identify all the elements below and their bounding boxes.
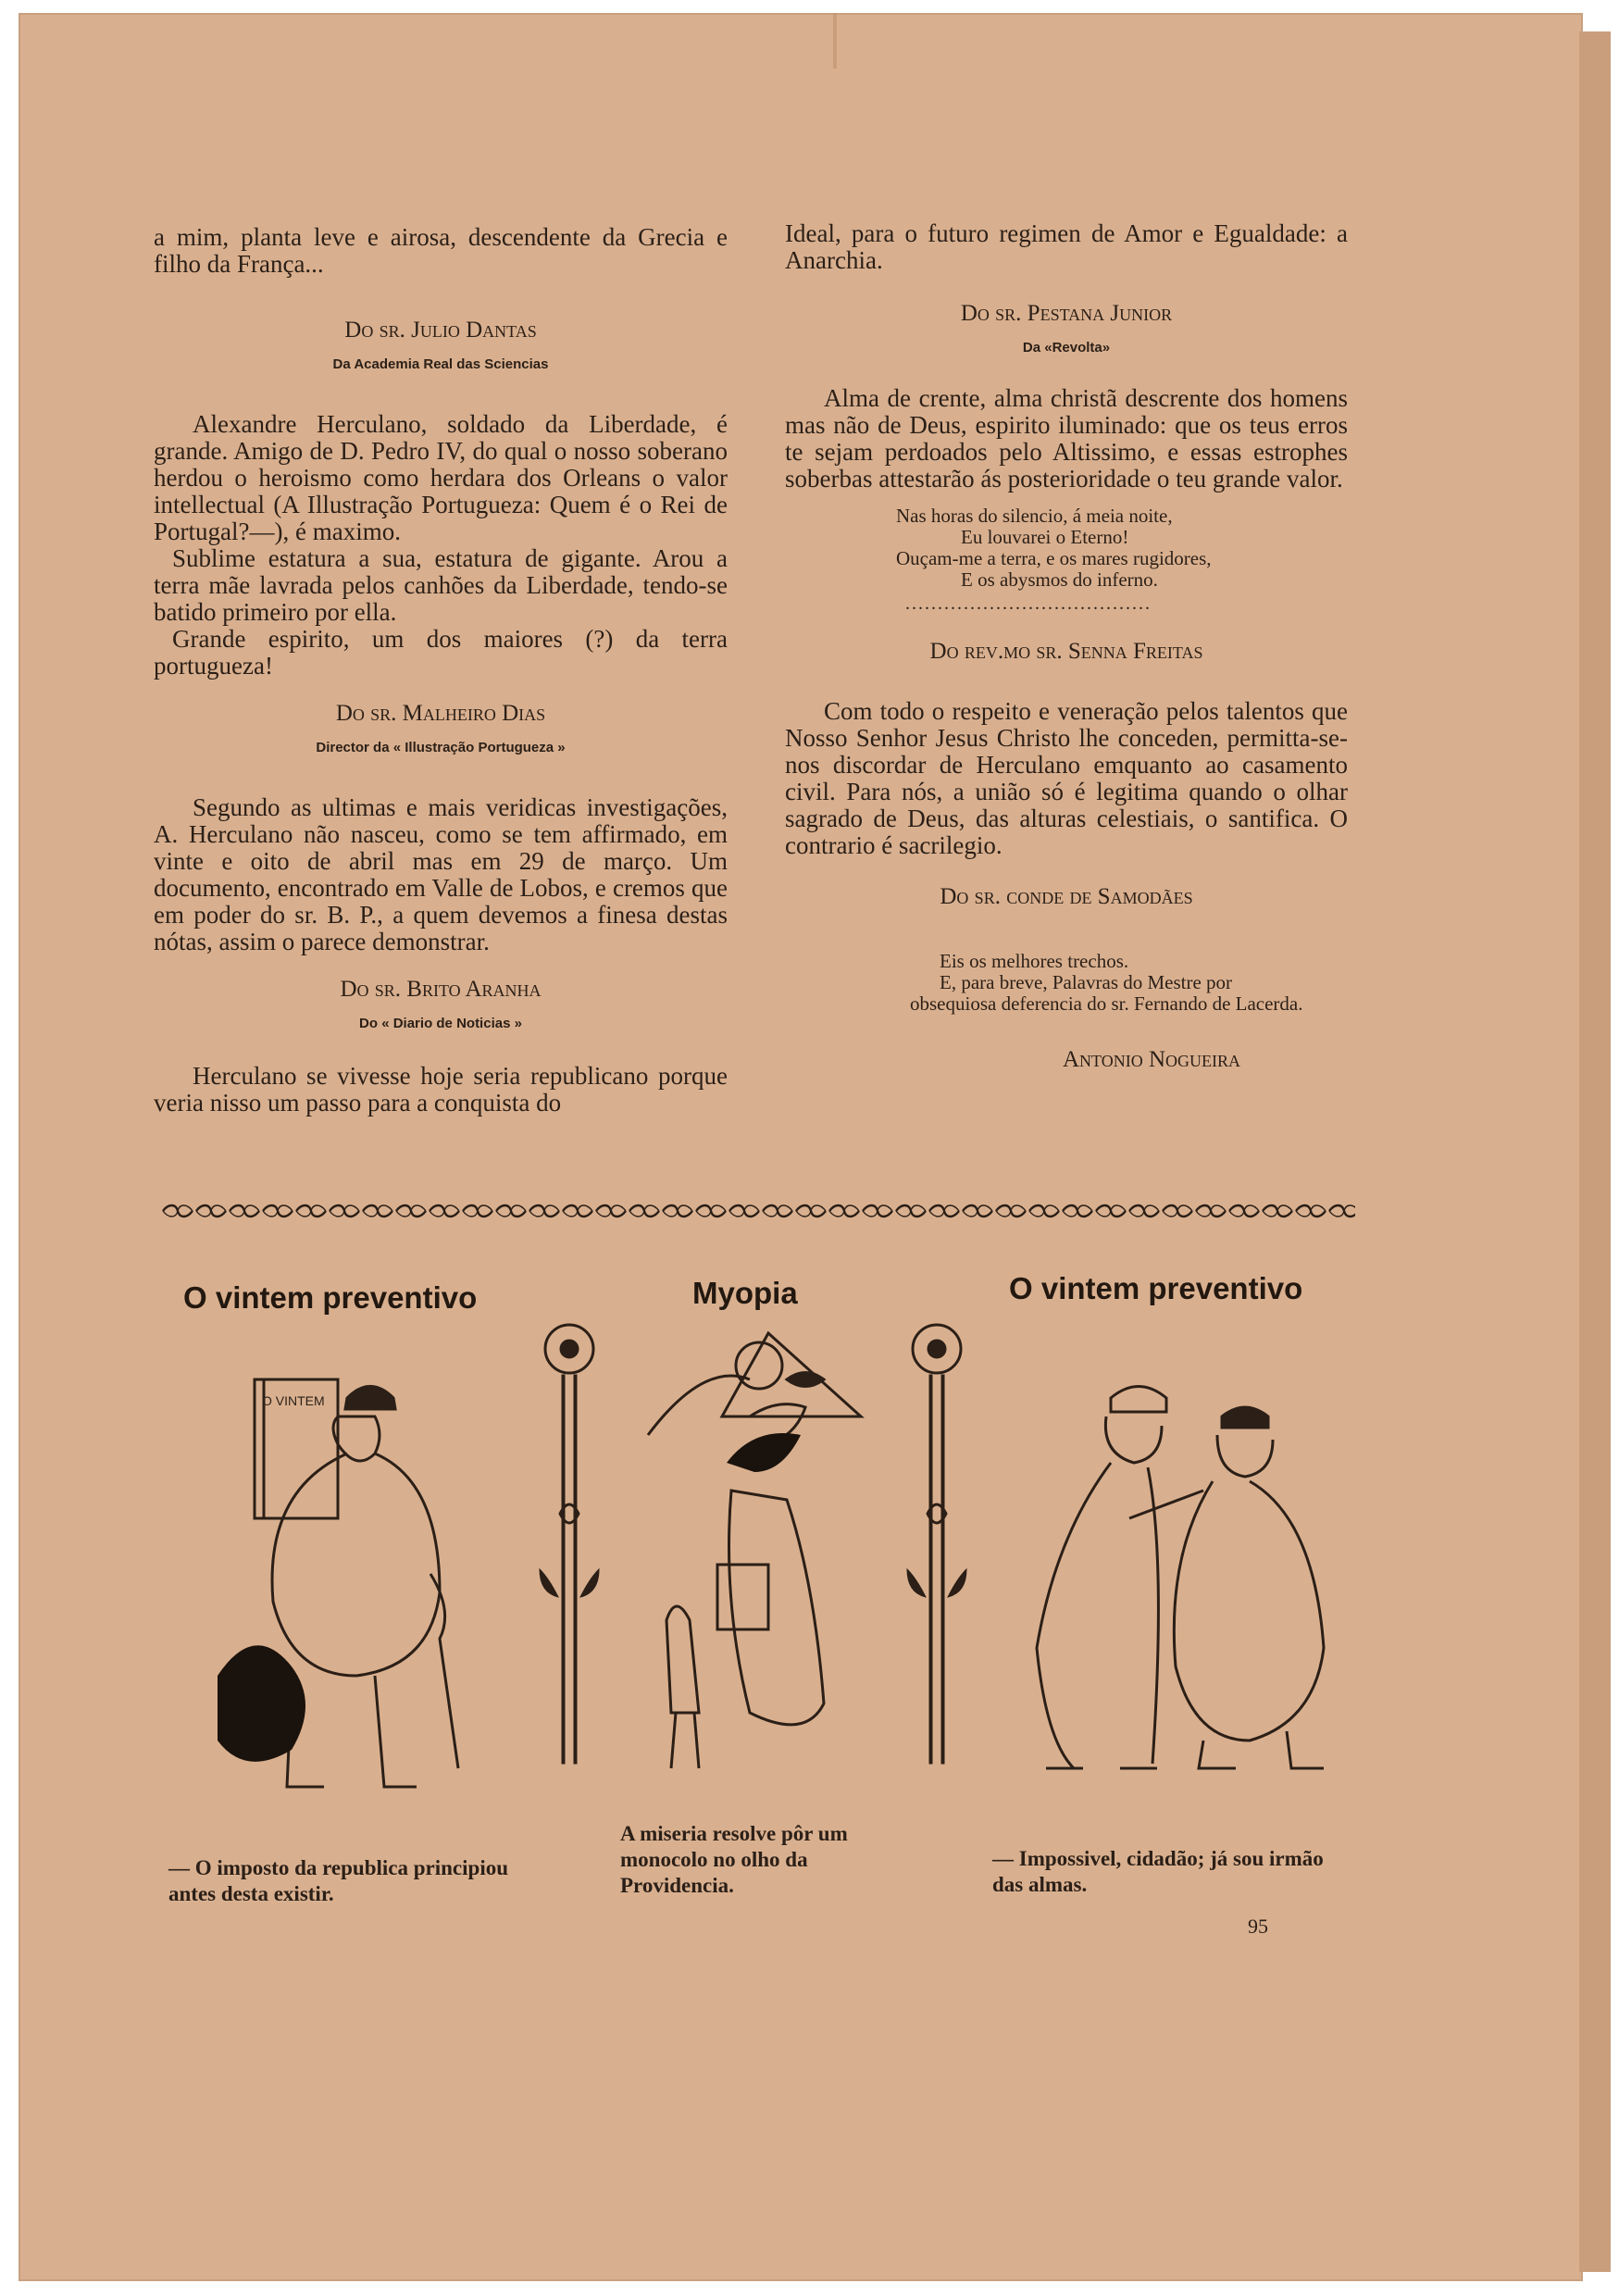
cartoon-fat-man-illustration — [208, 1361, 486, 1824]
col2-paragraph-3: Com todo o respeito e veneração pelos talentos que Nosso Senhor Jesus Christo lhe conceden, permitta-se-nos discordar de Herculano emquanto ao casamento civil. Para nós, a união só é legitima quando o olhar sagrado de Deus, das alturas celestiais, o santifica. O contrario é sacrilegio. — [785, 697, 1348, 859]
cartoon-title-3: O vintem preventivo — [1009, 1271, 1303, 1305]
col1-signature-3: Do sr. Brito Aranha — [340, 977, 542, 1002]
col1-paragraph-2: Alexandre Herculano, soldado da Liberdade, é grande. Amigo de D. Pedro IV, do qual o nosso soberano herdou o heroismo como herdara dos Orleans o valor intellectual (A Illustração Portugueza: Quem é o Rei de Portugal?—), é maximo. — [154, 410, 728, 545]
flower-ornament-right — [900, 1319, 974, 1773]
col1-paragraph-6: Herculano se vivesse hoje seria republicano porque veria nisso um passo para a conquista do — [154, 1062, 728, 1117]
col2-signature-4: Antonio Nogueira — [1063, 1047, 1241, 1072]
col2-signature-3: Do sr. conde de Samodães — [940, 884, 1193, 909]
col2-paragraph-2: Alma de crente, alma christã descrente dos homens mas não de Deus, espirito iluminado: que os teus erros te sejam perdoados pelo Altissimo, e essas estrophes soberbas attestarão ás posterioridade o teu grande valor. — [785, 384, 1348, 493]
col1-signature-1: Do sr. Julio Dantas — [344, 318, 537, 343]
col1-affiliation-1: Da Academia Real das Sciencias — [332, 356, 549, 372]
page-number: 95 — [1248, 1915, 1268, 1938]
cartoon-two-men-illustration — [1009, 1379, 1370, 1778]
col2-affiliation-1: Da «Revolta» — [1022, 340, 1111, 356]
poem-line-2: Eu louvarei o Eterno! — [961, 526, 1129, 548]
left-column — [154, 224, 728, 1117]
poem-line-3: Ouçam-me a terra, e os mares rugidores, — [896, 547, 1212, 569]
vintem-sign — [262, 1393, 325, 1408]
cartoon-caption-3: — Impossivel, cidadão; já sou irmão das almas. — [992, 1847, 1324, 1896]
flower-ornament-left — [532, 1319, 606, 1773]
svg-text:O VINTEM: O VINTEM — [262, 1393, 325, 1408]
poem-block — [896, 505, 1348, 591]
dotted-separator: ...................................... — [905, 593, 1152, 614]
right-column — [785, 220, 1348, 1073]
col2-paragraph-1: Ideal, para o futuro regimen de Amor e Egualdade: a Anarchia. — [785, 219, 1348, 274]
paper-edge — [1579, 31, 1611, 2272]
col1-paragraph-5: Segundo as ultimas e mais veridicas investigações, A. Herculano não nasceu, como se tem affirmado, em vinte e oito de abril mas em 29 de março. Um documento, encontrado em Valle de Lobos, e cremos que em poder do sr. B. P., a quem devemos a finesa destas nótas, assim o parece demonstrar. — [154, 793, 728, 955]
col2-paragraph-4: Eis os melhores trechos. — [940, 950, 1129, 972]
col1-paragraph-4: Grande espirito, um dos maiores (?) da terra portugueza! — [154, 625, 728, 680]
cartoon-caption-1: — O imposto da republica principiou antes desta existir. — [168, 1856, 509, 1905]
col2-signature-2: Do rev.mo sr. Senna Freitas — [929, 639, 1203, 664]
closing-block — [910, 951, 1317, 1015]
col2-paragraph-5: E, para breve, Palavras do Mestre por obsequiosa deferencia do sr. Fernando de Lacerda. — [910, 971, 1303, 1015]
col1-affiliation-2: Director da « Illustração Portugueza » — [316, 740, 566, 755]
cartoon-misery-illustration — [629, 1324, 898, 1805]
poem-line-4: E os abysmos do inferno. — [961, 568, 1158, 591]
cartoon-title-2: Myopia — [692, 1276, 798, 1310]
col1-signature-2: Do sr. Malheiro Dias — [335, 701, 546, 726]
ornamental-border — [161, 1202, 1355, 1220]
col1-affiliation-3: Do « Diario de Noticias » — [359, 1016, 522, 1031]
col1-paragraph-3: Sublime estatura a sua, estatura de gigante. Arou a terra mãe lavrada pelos canhões da Liberdade, tendo-se batido primeiro por ella. — [154, 544, 728, 626]
col1-paragraph-1: a mim, planta leve e airosa, descendente da Grecia e filho da França... — [154, 223, 728, 278]
col2-signature-1: Do sr. Pestana Junior — [960, 301, 1173, 326]
cartoon-title-1: O vintem preventivo — [183, 1280, 478, 1315]
poem-line-1: Nas horas do silencio, á meia noite, — [896, 505, 1173, 527]
cartoon-caption-2: A miseria resolve pôr um monocolo no olho da Providencia. — [620, 1822, 848, 1897]
